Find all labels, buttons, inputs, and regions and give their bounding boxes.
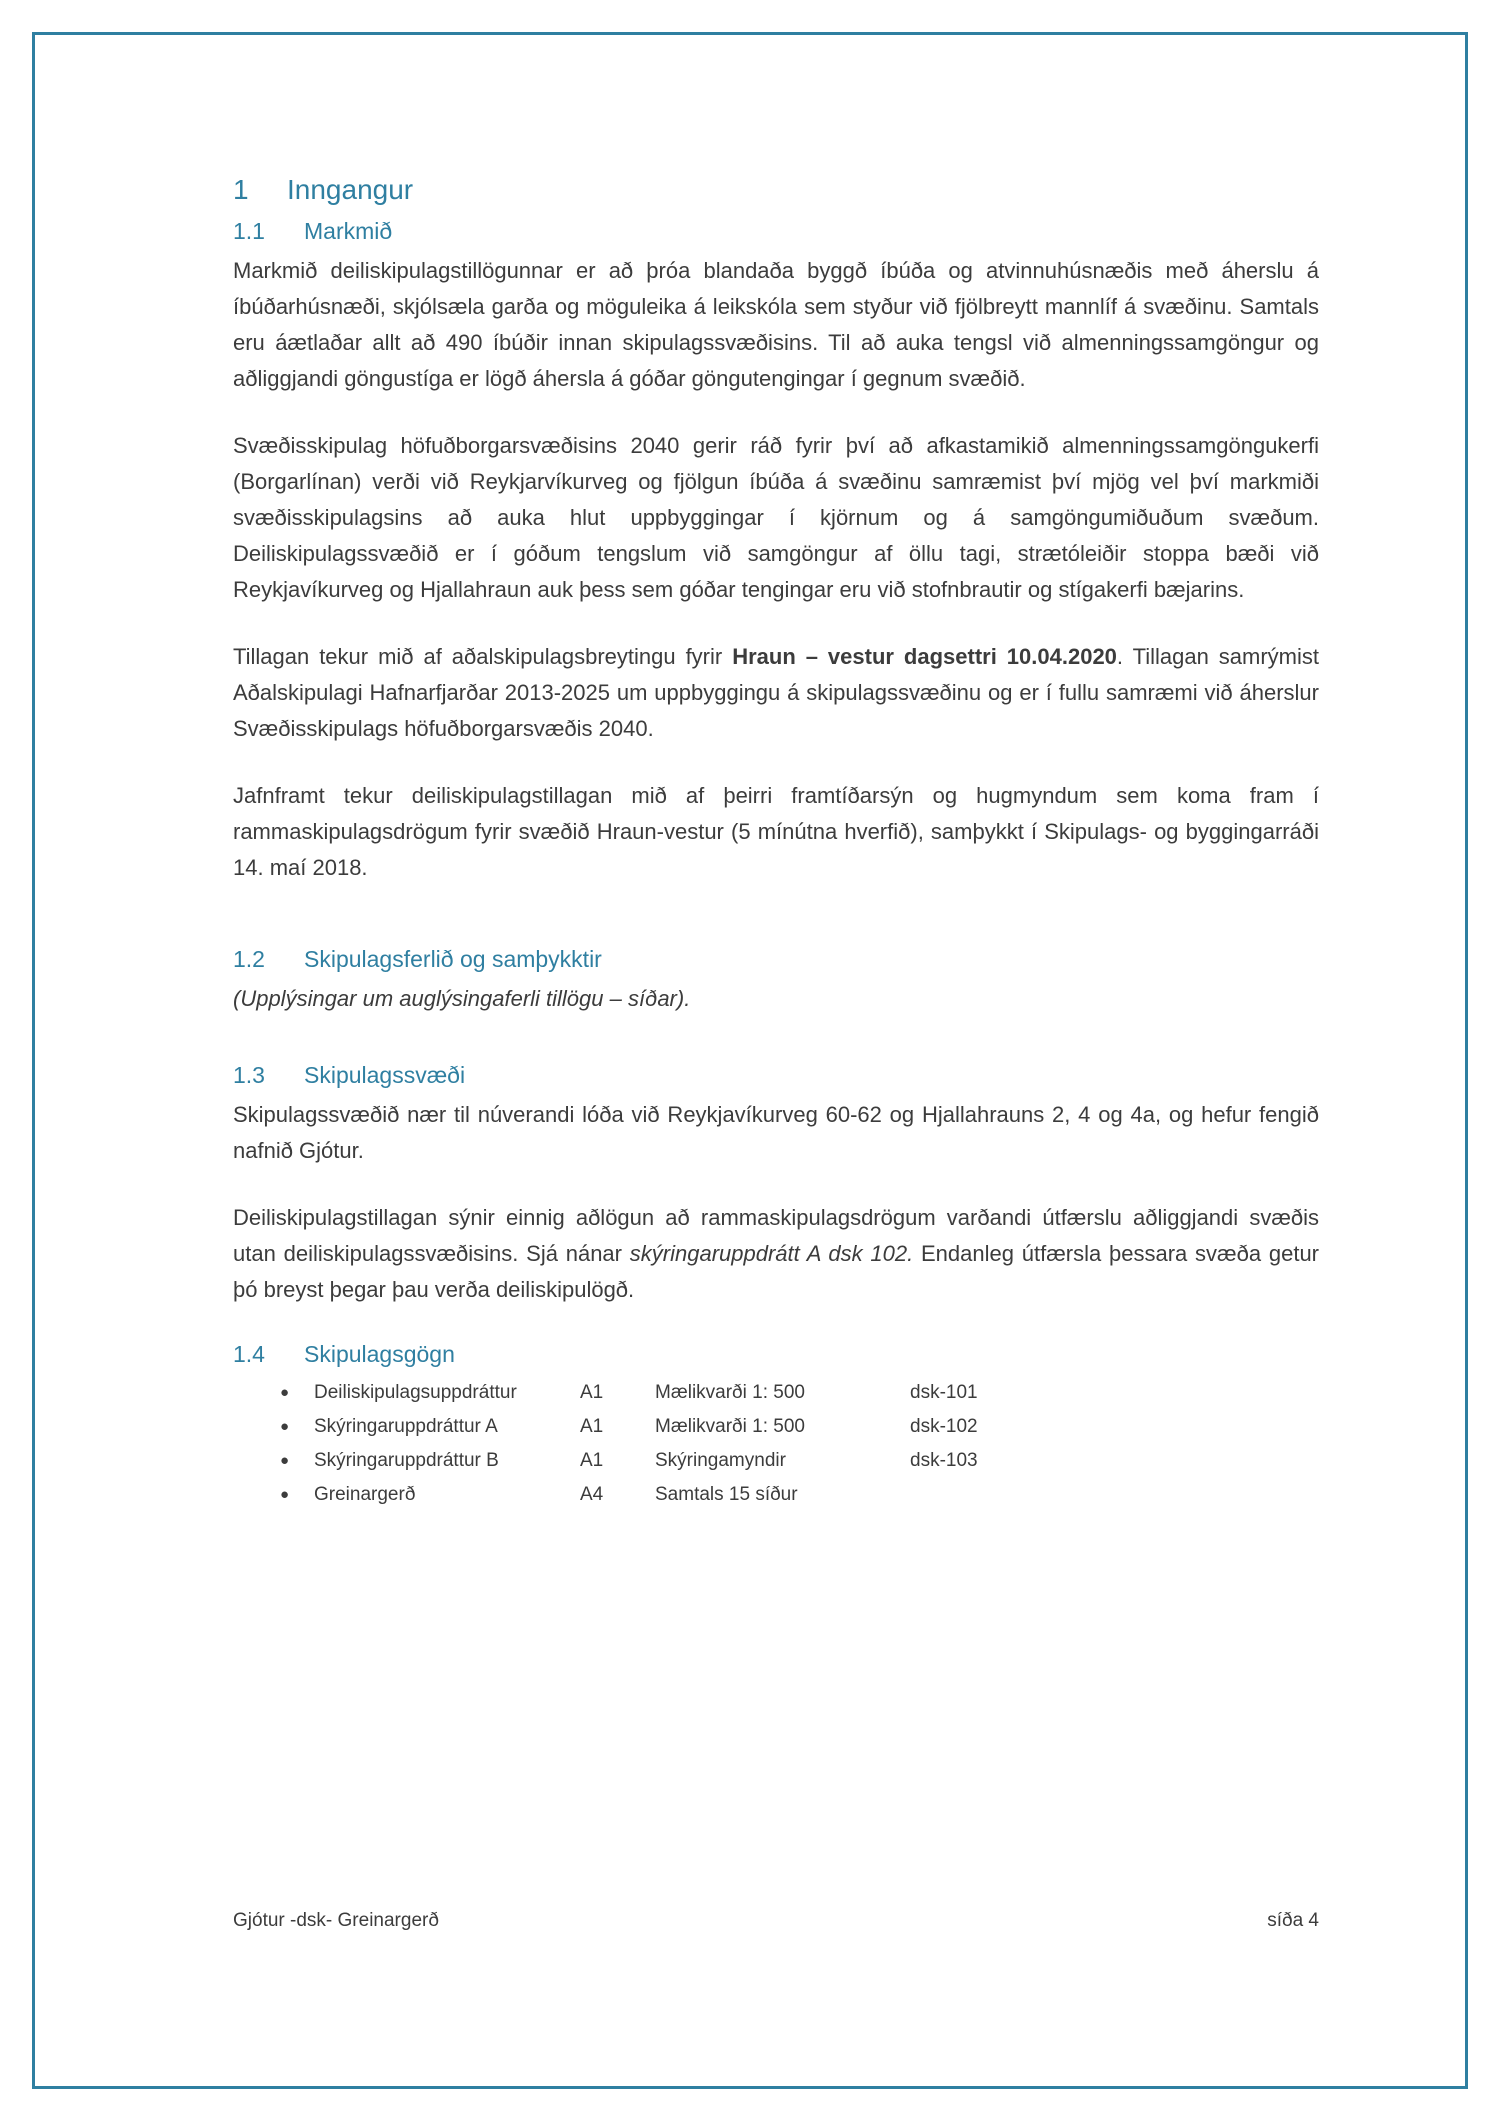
paragraph-adlogun [233, 1200, 1319, 1308]
paragraph-markmid-1: Markmið deiliskipulagstillögunnar er að þróa blandaða byggð íbúða og atvinnuhúsnæðis með áherslu á íbúðarhúsnæði, skjólsæla garða og möguleika á leikskóla sem styður við fjölbreytt mannlíf á svæðinu. Samtals eru áætlaðar allt að 490 íbúðir innan skipulagssvæðisins. Til að auka tengsl við almenningssamgöngur og aðliggjandi göngustíga er lögð áhersla á góðar göngutengingar í gegnum svæðið. [233, 258, 1319, 391]
bullet-icon: ● [280, 1384, 290, 1401]
item-format: A1 [580, 1450, 604, 1471]
heading-number: 1.4 [233, 1341, 265, 1367]
heading-markmid [233, 216, 1319, 246]
item-name: Deiliskipulagsuppdráttur [314, 1382, 517, 1403]
heading-title: Skipulagsferlið og samþykktir [304, 946, 602, 972]
item-code: dsk-101 [910, 1382, 978, 1403]
heading-skipulagsferlid [233, 944, 1319, 974]
item-format: A1 [580, 1382, 604, 1403]
list-item [233, 1444, 1319, 1478]
paragraph-svaedisskipulag: Svæðisskipulag höfuðborgarsvæðisins 2040 gerir ráð fyrir því að afkastamikið almenningssamgöngukerfi (Borgarlínan) verði við Reykjarvíkurveg og fjölgun íbúða á svæðinu samræmist því mjög vel því markmiði svæðisskipulagsins að auka hlut uppbyggingar í kjörnum og á samgöngumiðuðum svæðum. Deiliskipulagssvæðið er í góðum tengslum við samgöngur af öllu tagi, strætóleiðir stoppa bæði við Reykjavíkurveg og Hjallahraun auk þess sem góðar tengingar eru við stofnbrautir og stígakerfi bæjarins. [233, 433, 1319, 602]
heading-title: Inngangur [287, 174, 414, 205]
heading-skipulagsgogn [233, 1339, 1319, 1369]
paragraph-text: Tillagan tekur mið af aðalskipulagsbreytingu fyrir [233, 644, 733, 669]
item-format: A1 [580, 1416, 604, 1437]
item-description: Mælikvarði 1: 500 [655, 1382, 805, 1403]
bullet-icon: ● [280, 1486, 290, 1503]
item-code [910, 1478, 1319, 1512]
paragraph-skipulagssvaedi: Skipulagssvæðið nær til núverandi lóða við Reykjavíkurveg 60-62 og Hjallahrauns 2, 4 og 4a, og hefur fengið nafnið Gjótur. [233, 1102, 1319, 1163]
heading-skipulagssvaedi [233, 1060, 1319, 1090]
item-name: Skýringaruppdráttur A [314, 1416, 498, 1437]
heading-number: 1.3 [233, 1062, 265, 1088]
document-content [233, 172, 1319, 1512]
paragraph-text: . Tillagan samrýmist Aðalskipulagi Hafnarfjarðar 2013-2025 um uppbyggingu á skipulagssvæðinu og er í fullu samræmi við áherslur Svæðisskipulags höfuðborgarsvæðis 2040. [233, 644, 1320, 741]
item-format: A4 [580, 1484, 604, 1505]
document-list [233, 1376, 1319, 1512]
page-footer [233, 1910, 1319, 1932]
item-description: Mælikvarði 1: 500 [655, 1416, 805, 1437]
footer-page-number: síða 4 [1267, 1910, 1319, 1931]
heading-title: Markmið [304, 218, 393, 244]
heading-number: 1 [233, 174, 249, 205]
bold-date-text: Hraun – vestur dagsettri 10.04.2020 [732, 644, 1117, 669]
item-code: dsk-103 [910, 1450, 978, 1471]
paragraph-tillagan [233, 639, 1319, 747]
heading-title: Skipulagsgögn [304, 1341, 455, 1367]
footer-document-title: Gjótur -dsk- Greinargerð [233, 1910, 439, 1931]
italic-reference-text: skýringaruppdrátt A dsk 102. [629, 1241, 914, 1266]
bullet-icon: ● [280, 1452, 290, 1469]
item-description: Samtals 15 síður [655, 1484, 798, 1505]
paragraph-text: Deiliskipulagstillagan sýnir einnig aðlögun að rammaskipulagsdrögum varðandi útfærslu aðliggjandi svæðis utan deiliskipulagssvæðisins. Sjá nánar [233, 1205, 1319, 1266]
list-item [233, 1478, 1319, 1512]
item-name: Skýringaruppdráttur B [314, 1450, 499, 1471]
paragraph-jafnframt: Jafnframt tekur deiliskipulagstillagan mið af þeirri framtíðarsýn og hugmyndum sem koma fram í rammaskipulagsdrögum fyrir svæðið Hraun-vestur (5 mínútna hverfið), samþykkt í Skipulags- og byggingarráði 14. maí 2018. [233, 783, 1319, 880]
list-item [233, 1410, 1319, 1444]
bullet-icon: ● [280, 1418, 290, 1435]
list-item [233, 1376, 1319, 1410]
heading-number: 1.2 [233, 946, 265, 972]
heading-inngangur [233, 172, 1319, 208]
heading-title: Skipulagssvæði [304, 1062, 466, 1088]
item-code: dsk-102 [910, 1416, 978, 1437]
note-auglysingaferli: (Upplýsingar um auglýsingaferli tillögu – síðar). [233, 986, 691, 1011]
item-name: Greinargerð [314, 1484, 416, 1505]
item-description: Skýringamyndir [655, 1450, 786, 1471]
heading-number: 1.1 [233, 218, 265, 244]
paragraph-text: Endanleg útfærsla þessara svæða getur þó breyst þegar þau verða deiliskipulögð. [233, 1241, 1319, 1302]
